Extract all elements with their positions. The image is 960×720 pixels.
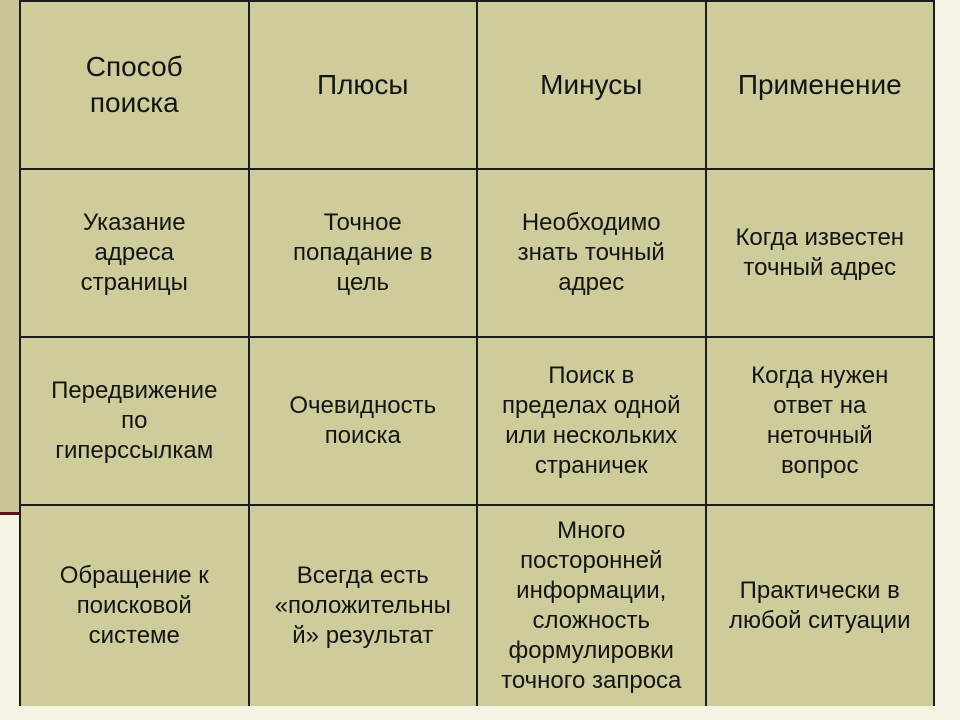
table-cell-usage: Когда нужен ответ на неточный вопрос	[706, 337, 935, 505]
table-row	[20, 505, 934, 707]
header-cell-cons: Минусы	[477, 1, 706, 169]
table-header-row	[20, 1, 934, 169]
right-margin	[935, 0, 960, 720]
bottom-margin	[0, 706, 960, 720]
table-cell-pros: Всегда есть «положительны й» результат	[249, 505, 478, 707]
left-accent-line	[0, 512, 19, 515]
header-cell-method: Способ поиска	[20, 1, 249, 169]
table-row	[20, 169, 934, 337]
table-cell-usage: Когда известен точный адрес	[706, 169, 935, 337]
table-row	[20, 337, 934, 505]
table-cell-pros: Точное попадание в цель	[249, 169, 478, 337]
table-cell-method: Обращение к поисковой системе	[20, 505, 249, 707]
table-cell-method: Передвижение по гиперссылкам	[20, 337, 249, 505]
left-side-panel	[0, 0, 20, 512]
table-cell-pros: Очевидность поиска	[249, 337, 478, 505]
header-cell-usage: Применение	[706, 1, 935, 169]
table-cell-usage: Практически в любой ситуации	[706, 505, 935, 707]
header-cell-pros: Плюсы	[249, 1, 478, 169]
table-cell-method: Указание адреса страницы	[20, 169, 249, 337]
table-cell-cons: Много посторонней информации, сложность формулировки точного запроса	[477, 505, 706, 707]
table-cell-cons: Необходимо знать точный адрес	[477, 169, 706, 337]
search-methods-table	[19, 0, 935, 708]
table-cell-cons: Поиск в пределах одной или нескольких страничек	[477, 337, 706, 505]
